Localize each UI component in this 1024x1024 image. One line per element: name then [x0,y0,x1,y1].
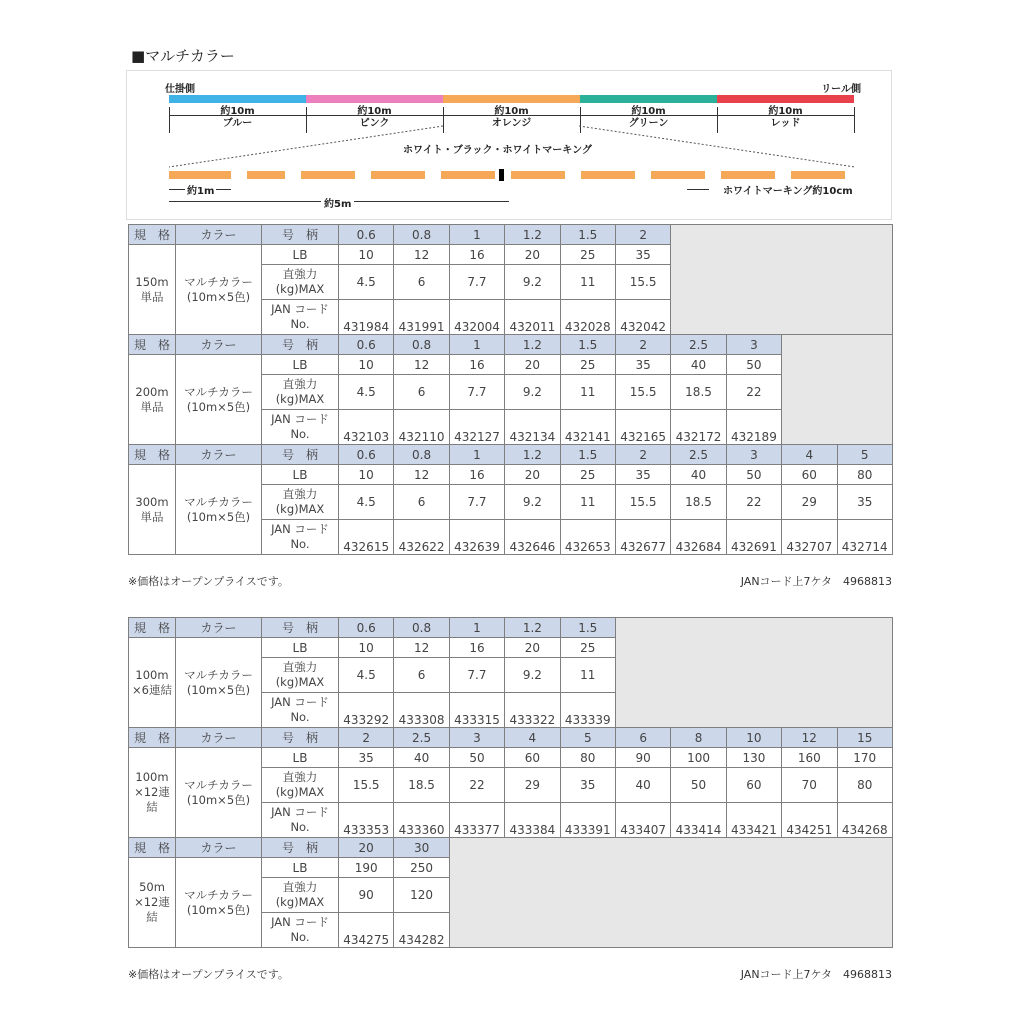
segment-length: 約10m [220,106,255,117]
lb-value: 35 [615,465,670,485]
strength-value: 35 [560,768,615,803]
color-cell: マルチカラー (10m×5色) [176,245,262,335]
jan-value: 432028 [560,300,615,335]
color-cell: マルチカラー (10m×5色) [176,858,262,948]
lb-value: 130 [726,748,781,768]
jan-value: 432677 [615,520,670,555]
lb-value: 25 [560,245,615,265]
white-marking [355,171,371,179]
size-cell: 2 [615,445,670,465]
table-header-row [129,445,893,465]
strength-value: 7.7 [449,658,504,693]
size-cell: 2.5 [671,445,726,465]
jan-value: 433407 [615,803,670,838]
size-cell: 12 [782,728,837,748]
line-color-diagram [126,70,892,220]
spec-cell: 150m 単品 [129,245,176,335]
strength-value: 15.5 [615,375,670,410]
size-cell: 0.6 [339,335,394,355]
section-title: ■マルチカラー [131,47,235,65]
header-color: カラー [176,225,262,245]
lb-value: 12 [394,638,449,658]
size-cell: 0.8 [394,618,449,638]
lb-value: 160 [782,748,837,768]
jan-value: 434275 [339,913,394,948]
spec-cell: 100m ×6連結 [129,638,176,728]
lb-value: 16 [449,245,504,265]
strength-value: 22 [726,375,781,410]
strength-value: 40 [615,768,670,803]
size-cell: 2 [615,225,670,245]
white-marking [845,171,861,179]
jan-value: 434268 [837,803,892,838]
black-marking [499,169,504,181]
strength-value: 7.7 [449,265,504,300]
size-cell: 0.8 [394,225,449,245]
size-cell: 4 [782,445,837,465]
spec-cell: 100m ×12連結 [129,748,176,838]
strength-value: 35 [837,485,892,520]
white-marking [565,171,581,179]
segment-color-name: レッド [770,118,801,129]
row-label-strength: 直強力 (kg)MAX [262,265,339,300]
size-cell: 1 [449,225,504,245]
row-label-lb: LB [262,858,339,878]
header-spec: 規 格 [129,728,176,748]
table-header-row [129,618,893,638]
row-label-lb: LB [262,748,339,768]
lb-value: 100 [671,748,726,768]
strength-value: 60 [726,768,781,803]
table-header-row [129,838,893,858]
header-spec: 規 格 [129,335,176,355]
size-cell: 1.2 [505,225,560,245]
strength-value: 11 [560,265,615,300]
row-label-lb: LB [262,245,339,265]
size-cell: 6 [615,728,670,748]
size-cell: 8 [671,728,726,748]
lb-value: 35 [615,355,670,375]
strength-value: 4.5 [339,485,394,520]
lb-value: 10 [339,638,394,658]
header-size: 号 柄 [262,335,339,355]
header-spec: 規 格 [129,225,176,245]
strength-value: 18.5 [671,375,726,410]
lb-value: 10 [339,355,394,375]
jan-value: 432004 [449,300,504,335]
size-cell: 3 [449,728,504,748]
jan-prefix-note-2: JANコード上7ケタ 4968813 [740,968,892,981]
lb-value: 40 [671,465,726,485]
strength-value: 9.2 [505,658,560,693]
white-marking [705,171,721,179]
row-label-strength: 直強力 (kg)MAX [262,375,339,410]
strength-value: 6 [394,485,449,520]
size-cell: 5 [560,728,615,748]
strength-value: 4.5 [339,658,394,693]
strength-value: 6 [394,265,449,300]
jan-value: 433377 [449,803,504,838]
lb-value: 40 [394,748,449,768]
color-cell: マルチカラー (10m×5色) [176,748,262,838]
lb-value: 20 [505,638,560,658]
empty-area [449,838,892,948]
lb-value: 40 [671,355,726,375]
segment-color-name: ブルー [222,118,253,129]
row-label-strength: 直強力 (kg)MAX [262,658,339,693]
color-cell: マルチカラー (10m×5色) [176,355,262,445]
size-cell: 3 [726,445,781,465]
strength-value: 9.2 [505,375,560,410]
strength-value: 50 [671,768,726,803]
lb-value: 25 [560,638,615,658]
table-row [129,748,893,768]
lb-value: 20 [505,465,560,485]
jan-value: 432141 [560,410,615,445]
segment-color-name: グリーン [628,118,669,129]
row-label-jan: JAN コード No. [262,693,339,728]
jan-value: 433308 [394,693,449,728]
strength-value: 22 [449,768,504,803]
size-cell: 1.2 [505,445,560,465]
segment-length: 約10m [768,106,803,117]
strength-value: 18.5 [394,768,449,803]
jan-value: 432653 [560,520,615,555]
jan-value: 432639 [449,520,504,555]
row-label-jan: JAN コード No. [262,803,339,838]
size-cell: 2 [615,335,670,355]
jan-value: 433391 [560,803,615,838]
strength-value: 80 [837,768,892,803]
jan-value: 433421 [726,803,781,838]
header-size: 号 柄 [262,728,339,748]
jan-value: 432165 [615,410,670,445]
strength-value: 90 [339,878,394,913]
row-label-jan: JAN コード No. [262,520,339,555]
row-label-strength: 直強力 (kg)MAX [262,485,339,520]
lb-value: 35 [615,245,670,265]
strength-value: 11 [560,375,615,410]
lb-value: 60 [505,748,560,768]
size-cell: 20 [339,838,394,858]
table-row [129,465,893,485]
five-meter-label: 約5m [321,195,354,210]
jan-value: 433322 [505,693,560,728]
size-cell: 1.2 [505,618,560,638]
lb-value: 20 [505,245,560,265]
lb-value: 90 [615,748,670,768]
spec-table-group-2 [128,617,893,948]
strength-value: 4.5 [339,375,394,410]
size-cell: 1.2 [505,335,560,355]
lb-value: 16 [449,355,504,375]
strength-value: 11 [560,658,615,693]
lb-value: 20 [505,355,560,375]
size-cell: 1.5 [560,335,615,355]
strength-value: 22 [726,485,781,520]
segment-color-name: オレンジ [491,118,532,129]
jan-value: 432042 [615,300,670,335]
jan-value: 432189 [726,410,781,445]
strength-value: 15.5 [339,768,394,803]
right-end-label: リール側 [821,84,861,95]
size-cell: 4 [505,728,560,748]
jan-value: 432011 [505,300,560,335]
size-cell: 0.6 [339,445,394,465]
lb-value: 25 [560,355,615,375]
row-label-lb: LB [262,355,339,375]
strength-value: 120 [394,878,449,913]
jan-value: 434282 [394,913,449,948]
color-cell: マルチカラー (10m×5色) [176,638,262,728]
lb-value: 190 [339,858,394,878]
price-note-1: ※価格はオープンプライスです。 [128,575,289,588]
header-spec: 規 格 [129,838,176,858]
table-header-row [129,225,893,245]
white-marking [775,171,791,179]
jan-value: 434251 [782,803,837,838]
lb-value: 16 [449,638,504,658]
size-cell: 10 [726,728,781,748]
left-end-label: 仕掛側 [165,84,195,95]
jan-value: 432646 [505,520,560,555]
row-label-strength: 直強力 (kg)MAX [262,878,339,913]
table-header-row [129,335,893,355]
spec-cell: 200m 単品 [129,355,176,445]
jan-value: 432127 [449,410,504,445]
white-marking [635,171,651,179]
strength-value: 18.5 [671,485,726,520]
lb-value: 12 [394,245,449,265]
white-marking [231,171,247,179]
jan-value: 433339 [560,693,615,728]
table-header-row [129,728,893,748]
jan-prefix-note-1: JANコード上7ケタ 4968813 [740,575,892,588]
header-color: カラー [176,445,262,465]
header-size: 号 柄 [262,618,339,638]
empty-area [782,335,893,445]
header-spec: 規 格 [129,445,176,465]
lb-value: 80 [560,748,615,768]
lb-value: 25 [560,465,615,485]
size-cell: 1.5 [560,225,615,245]
lb-value: 250 [394,858,449,878]
jan-value: 432714 [837,520,892,555]
lb-value: 12 [394,465,449,485]
price-note-2: ※価格はオープンプライスです。 [128,968,289,981]
header-color: カラー [176,728,262,748]
size-cell: 1 [449,335,504,355]
white-marking [425,171,441,179]
strength-value: 9.2 [505,485,560,520]
size-cell: 1 [449,618,504,638]
jan-value: 432707 [782,520,837,555]
strength-value: 6 [394,375,449,410]
header-color: カラー [176,618,262,638]
jan-value: 432615 [339,520,394,555]
jan-value: 432691 [726,520,781,555]
row-label-jan: JAN コード No. [262,913,339,948]
spec-cell: 300m 単品 [129,465,176,555]
jan-value: 432103 [339,410,394,445]
lb-value: 12 [394,355,449,375]
lb-value: 10 [339,245,394,265]
size-cell: 3 [726,335,781,355]
lb-value: 170 [837,748,892,768]
color-cell: マルチカラー (10m×5色) [176,465,262,555]
row-label-lb: LB [262,465,339,485]
size-cell: 1.5 [560,618,615,638]
jan-value: 432110 [394,410,449,445]
white-marking-label: ホワイトマーキング約10cm [723,186,853,197]
strength-value: 9.2 [505,265,560,300]
strength-value: 15.5 [615,265,670,300]
size-cell: 0.8 [394,335,449,355]
strength-value: 7.7 [449,485,504,520]
row-label-jan: JAN コード No. [262,300,339,335]
empty-area [671,225,893,335]
jan-value: 433360 [394,803,449,838]
size-cell: 0.6 [339,618,394,638]
lb-value: 60 [782,465,837,485]
lb-value: 10 [339,465,394,485]
jan-value: 433292 [339,693,394,728]
jan-value: 432134 [505,410,560,445]
jan-value: 432622 [394,520,449,555]
lb-value: 16 [449,465,504,485]
size-cell: 2 [339,728,394,748]
size-cell: 1.5 [560,445,615,465]
lb-value: 80 [837,465,892,485]
strength-value: 15.5 [615,485,670,520]
header-spec: 規 格 [129,618,176,638]
lb-value: 35 [339,748,394,768]
size-cell: 0.8 [394,445,449,465]
size-cell: 30 [394,838,449,858]
strength-value: 6 [394,658,449,693]
jan-value: 433353 [339,803,394,838]
size-cell: 2.5 [671,335,726,355]
jan-value: 433315 [449,693,504,728]
segment-length: 約10m [357,106,392,117]
segment-length: 約10m [631,106,666,117]
spec-cell: 50m ×12連結 [129,858,176,948]
jan-value: 432172 [671,410,726,445]
strength-value: 29 [782,485,837,520]
jan-value: 431991 [394,300,449,335]
segment-length: 約10m [494,106,529,117]
size-cell: 1 [449,445,504,465]
strength-value: 4.5 [339,265,394,300]
header-size: 号 柄 [262,225,339,245]
header-color: カラー [176,335,262,355]
white-marking [285,171,301,179]
jan-value: 433414 [671,803,726,838]
size-cell: 2.5 [394,728,449,748]
header-size: 号 柄 [262,445,339,465]
lb-value: 50 [726,355,781,375]
strength-value: 11 [560,485,615,520]
orange-segment-detail [169,171,855,179]
table-row [129,355,893,375]
row-label-lb: LB [262,638,339,658]
segment-color-name: ピンク [359,118,390,129]
spec-table-group-1 [128,224,893,555]
header-size: 号 柄 [262,838,339,858]
size-cell: 15 [837,728,892,748]
size-cell: 5 [837,445,892,465]
jan-value: 431984 [339,300,394,335]
lb-value: 50 [449,748,504,768]
jan-value: 432684 [671,520,726,555]
row-label-strength: 直強力 (kg)MAX [262,768,339,803]
lb-value: 50 [726,465,781,485]
strength-value: 7.7 [449,375,504,410]
one-meter-label: 約1m [185,182,216,197]
marking-label: ホワイト・ブラック・ホワイトマーキング [403,145,592,156]
strength-value: 70 [782,768,837,803]
strength-value: 29 [505,768,560,803]
empty-area [615,618,892,728]
header-color: カラー [176,838,262,858]
row-label-jan: JAN コード No. [262,410,339,445]
size-cell: 0.6 [339,225,394,245]
jan-value: 433384 [505,803,560,838]
